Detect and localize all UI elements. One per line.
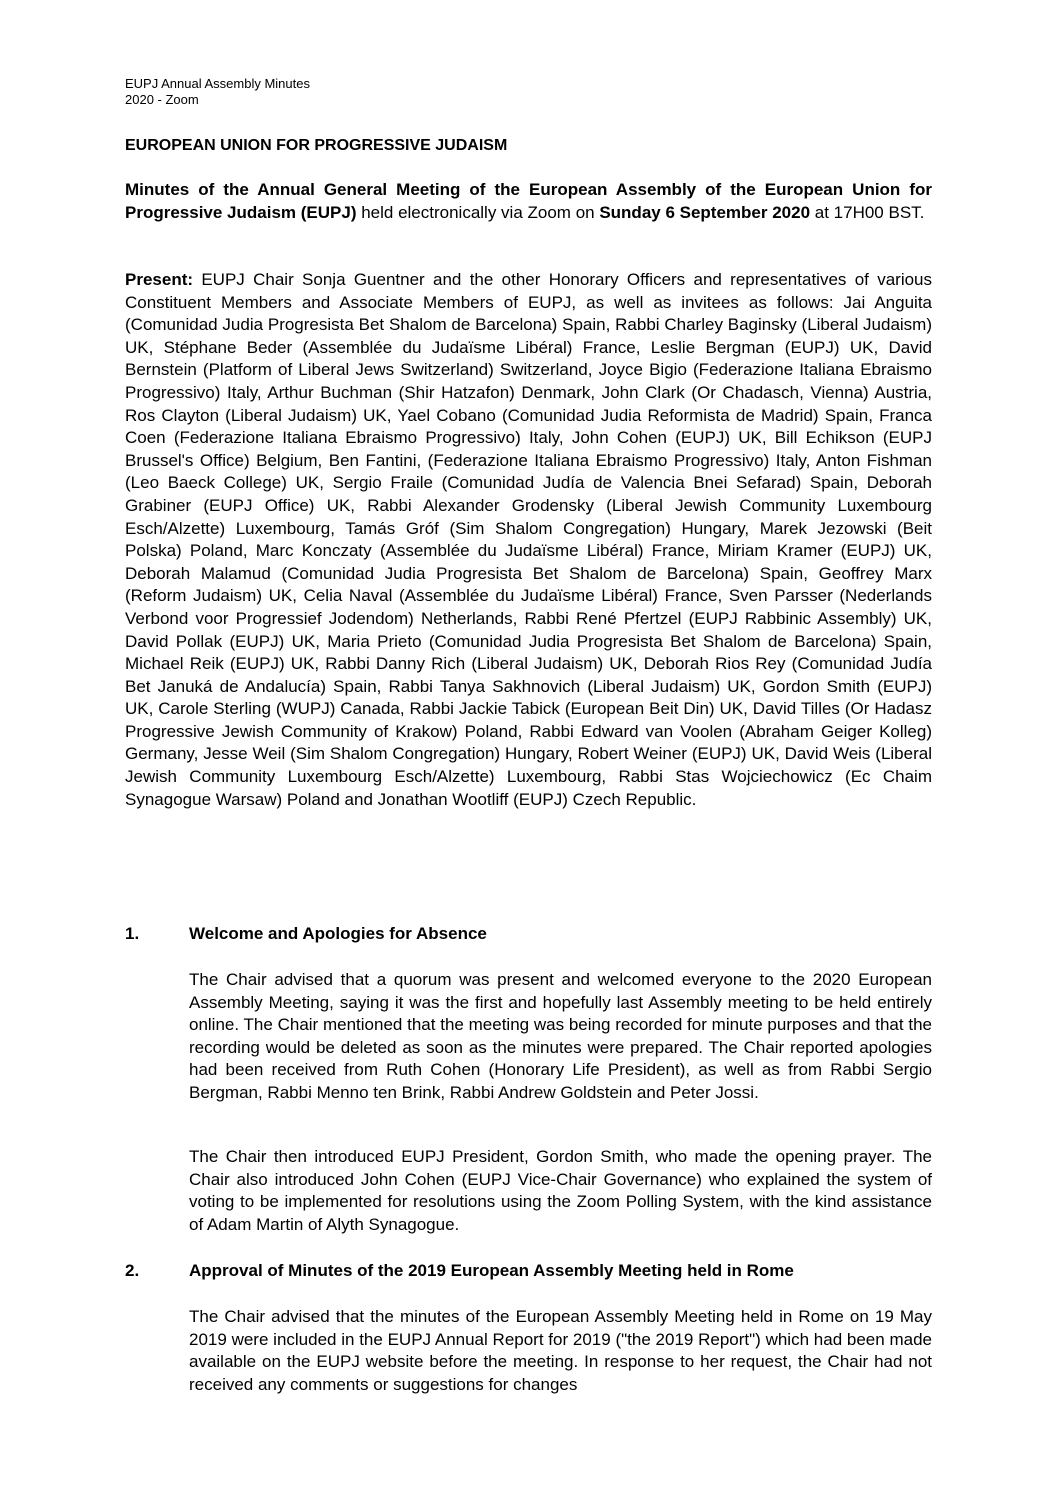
header-line-1: EUPJ Annual Assembly Minutes bbox=[125, 76, 310, 91]
attendees-paragraph bbox=[125, 269, 932, 811]
intro-bold-date: Sunday 6 September 2020 bbox=[599, 202, 811, 222]
section-1-paragraph-2: The Chair then introduced EUPJ President, Gordon Smith, who made the opening prayer. The Chair also introduced John Cohen (EUPJ Vice-Chair Governance) who explained the system of voting to be implemented for resolutions using the Zoom Polling System, with the kind assistance of Adam Martin of Alyth Synagogue. bbox=[189, 1147, 932, 1234]
intro-text-1: held electronically via Zoom on bbox=[356, 202, 600, 222]
header-line-2: 2020 - Zoom bbox=[125, 92, 199, 107]
running-header bbox=[125, 76, 310, 108]
section-1-title: Welcome and Apologies for Absence bbox=[189, 924, 487, 943]
intro-bold-1: Minutes of the Annual General Meeting of the European Assembly of the European Union for Progressive Judaism (EUPJ) bbox=[125, 180, 932, 222]
present-text: EUPJ Chair Sonja Guentner and the other Honorary Officers and representatives of various Constituent Members and Associate Members of EUPJ, as well as invitees as follows: Jai Anguita (Comunidad Judia Progresista Bet Shalom de Barcelona) Spain, Rabbi Charley Baginsky (Liberal Judaism) UK, Stéphane Beder (Assemblée du Judaïsme Libéral) France, Leslie Bergman (EUPJ) UK, David Bernstein (Platform of Liberal Jews Switzerland) Switzerland, Joyce Bigio (Federazione Italiana Ebraismo Progressivo) Italy, Arthur Buchman (Shir Hatzafon) Denmark, John Clark (Or Chadasch, Vienna) Austria, Ros Clayton (Liberal Judaism) UK, Yael Cobano (Comunidad Judia Reformista de Madrid) Spain, Franca Coen (Federazione Italiana Ebraismo Progressivo) Italy, John Cohen (EUPJ) UK, Bill Echikson (EUPJ Brussel's Office) Belgium, Ben Fantini, (Federazione Italiana Ebraismo Progressivo) Italy, Anton Fishman (Leo Baeck College) UK, Sergio Fraile (Comunidad Judía de Valencia Bnei Sefarad) Spain, Deborah Grabiner (EUPJ Office) UK, Rabbi Alexander Grodensky (Liberal Jewish Community Luxembourg Esch/Alzette) Luxembourg, Tamás Gróf (Sim Shalom Congregation) Hungary, Marek Jezowski (Beit Polska) Poland, Marc Konczaty (Assemblée du Judaïsme Libéral) France, Miriam Kramer (EUPJ) UK, Deborah Malamud (Comunidad Judia Progresista Bet Shalom de Barcelona) Spain, Geoffrey Marx (Reform Judaism) UK, Celia Naval (Assemblée du Judaïsme Libéral) France, Sven Parsser (Nederlands Verbond voor Progressief Jodendom) Netherlands, Rabbi René Pfertzel (EUPJ Rabbinic Assembly) UK, David Pollak (EUPJ) UK, Maria Prieto (Comunidad Judia Progresista Bet Shalom de Barcelona) Spain, Michael Reik (EUPJ) UK, Rabbi Danny Rich (Liberal Judaism) UK, Deborah Rios Rey (Comunidad Judía Bet Januká de Andalucía) Spain, Rabbi Tanya Sakhnovich (Liberal Judaism) UK, Gordon Smith (EUPJ) UK, Carole Sterling (WUPJ) Canada, Rabbi Jackie Tabick (European Beit Din) UK, David Tilles (Or Hadasz Progressive Jewish Community of Krakow) Poland, Rabbi Edward van Voolen (Abraham Geiger Kolleg) Germany, Jesse Weil (Sim Shalom Congregation) Hungary, Robert Weiner (EUPJ) UK, David Weis (Liberal Jewish Community Luxembourg Esch/Alzette) Luxembourg, Rabbi Stas Wojciechowicz (Ec Chaim Synagogue Warsaw) Poland and Jonathan Wootliff (EUPJ) Czech Republic. bbox=[125, 270, 932, 809]
section-1-number: 1. bbox=[125, 924, 140, 943]
section-1-paragraph-1: The Chair advised that a quorum was present and welcomed everyone to the 2020 European Assembly Meeting, saying it was the first and hopefully last Assembly meeting to be held entirely online. The Chair mentioned that the meeting was being recorded for minute purposes and that the recording would be deleted as soon as the minutes were prepared. The Chair reported apologies had been received from Ruth Cohen (Honorary Life President), as well as from Rabbi Sergio Bergman, Rabbi Menno ten Brink, Rabbi Andrew Goldstein and Peter Jossi. bbox=[189, 970, 932, 1102]
present-label: Present: bbox=[125, 270, 194, 289]
section-2-paragraph-1: The Chair advised that the minutes of the European Assembly Meeting held in Rome on 19 May 2019 were included in the EUPJ Annual Report for 2019 ("the 2019 Report") which had been made available on the EUPJ website before the meeting. In response to her request, the Chair had not received any comments or suggestions for changes bbox=[189, 1307, 932, 1394]
section-2-title: Approval of Minutes of the 2019 European Assembly Meeting held in Rome bbox=[189, 1261, 794, 1280]
organization-title: EUROPEAN UNION FOR PROGRESSIVE JUDAISM bbox=[125, 137, 508, 154]
section-2-number: 2. bbox=[125, 1261, 140, 1280]
intro-text-2: at 17H00 BST. bbox=[810, 202, 925, 222]
meeting-intro bbox=[125, 179, 932, 224]
